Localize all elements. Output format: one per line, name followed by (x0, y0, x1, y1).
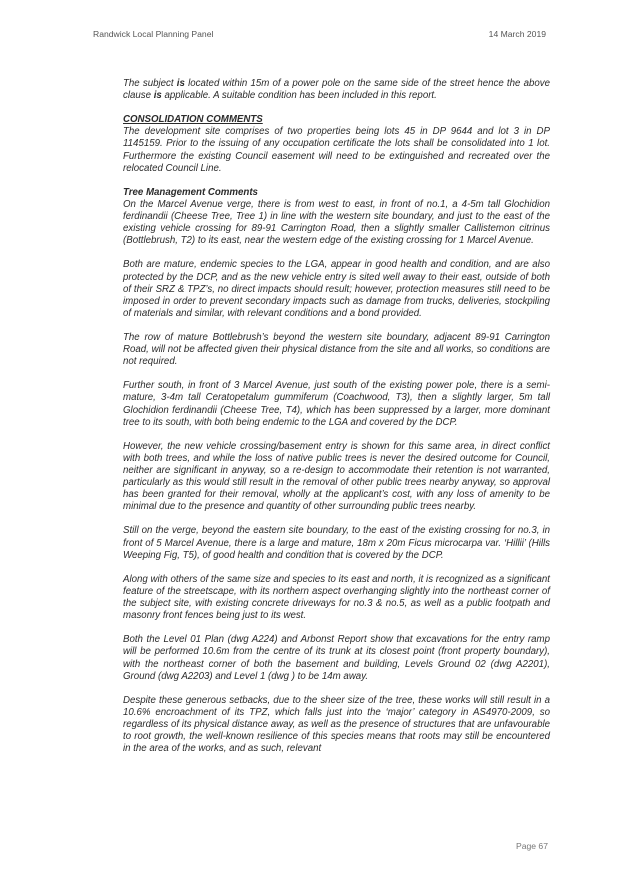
report-body (123, 78, 550, 767)
tree-paragraph-3: The row of mature Bottlebrush’s beyond the western site boundary, adjacent 89-91 Carrington Road, will not be affected given their physical distance from the site and all works, so conditions are not required. (123, 331, 550, 368)
consolidation-paragraph: The development site comprises of two properties being lots 45 in DP 9644 and lot 3 in DP 1145159. Prior to the issuing of any occupation certificate the lots shall be consolidated into 1 lot. Furthermore the existing Council easement will need to be extinguished and recreated over the relocated Council Line. (123, 126, 550, 174)
tree-paragraph-1: On the Marcel Avenue verge, there is from west to east, in front of no.1, a 4-5m tall Glochidion ferdinandii (Cheese Tree, Tree 1) in line with the western site boundary, and just to the east of the existing vehicle crossing for 89-91 Carrington Road, then a slightly smaller Callistemon citrinus (Bottlebrush, T2) to its east, near the western edge of the existing crossing for 1 Marcel Avenue. (123, 198, 550, 247)
tree-paragraph-9: Despite these generous setbacks, due to the sheer size of the tree, these works will still result in a 10.6% encroachment of its TPZ, which falls just into the ‘major’ category in AS4970-2009, so regardless of its physical distance away, as well as the presence of structures that are unfavourable to root growth, the well-known resilience of this species means that roots may still be encountered in the area of the works, and as such, relevant (123, 694, 550, 755)
page-header (93, 29, 546, 39)
tree-paragraph-8: Both the Level 01 Plan (dwg A224) and Arbonst Report show that excavations for the entry ramp will be performed 10.6m from the centre of its trunk at its closest point (front property boundary), with the northeast corner of both the basement and building, Levels Ground 02 (dwg A2201), Ground (dwg A2203) and Level 1 (dwg ) to be 14m away. (123, 634, 550, 682)
tree-paragraph-5: However, the new vehicle crossing/basement entry is shown for this same area, in direct conflict with both trees, and while the loss of native public trees is never the desired outcome for Council, neither are significant in anyway, so a re-design to accommodate their retention is not warranted, particularly as this would still result in the removal of other public trees nearby anyway, so approval has been granted for their removal, wholly at the applicant’s cost, with any loss of amenity to be minimal due to the presence and quantity of other surrounding public trees nearby. (123, 440, 550, 513)
tree-paragraph-7: Along with others of the same size and species to its east and north, it is recognized as a significant feature of the streetscape, with its northern aspect overhanging slightly into the northeast corner of the subject site, with existing concrete driveways for no.3 & no.5, as well as a public footpath and masonry front fences being just to its west. (123, 573, 550, 622)
header-date: 14 March 2019 (488, 29, 546, 39)
intro-text-a: The subject (123, 78, 177, 89)
tree-paragraph-4: Further south, in front of 3 Marcel Avenue, just south of the existing power pole, there is a semi-mature, 3-4m tall Ceratopetalum gummiferum (Coachwood, T3), then a slightly larger, 5m tall Glochidion ferdinandii (Cheese Tree, T4), which has been suppressed by a larger, more dominant tree to its south, with both being endemic to the LGA and covered by the DCP. (123, 380, 550, 428)
tree-paragraph-2: Both are mature, endemic species to the LGA, appear in good health and condition, and are also protected by the DCP, and as the new vehicle entry is sited well away to their east, outside of both of their SRZ & TPZ’s, no direct impacts should result; however, protection measures still need to be imposed in order to prevent secondary impacts such as damage from trucks, deliveries, stockpiling of materials and similar, with relevant conditions and a bond provided. (123, 259, 550, 319)
intro-emphasis-1: is (176, 78, 185, 89)
tree-paragraph-6: Still on the verge, beyond the eastern site boundary, to the east of the existing crossing for no.3, in front of 5 Marcel Avenue, there is a large and mature, 18m x 20m Ficus microcarpa var. ‘Hillii’ (Hills Weeping Fig, T5), of good health and condition that is covered by the DCP. (123, 525, 550, 561)
intro-text-c: applicable. A suitable condition has been included in this report. (161, 90, 437, 102)
tree-management-heading: Tree Management Comments (123, 186, 258, 198)
intro-emphasis-2: is (153, 90, 162, 102)
page-number: Page 67 (515, 841, 548, 851)
consolidation-heading: CONSOLIDATION COMMENTS (123, 114, 263, 126)
intro-text-b: located within 15m of a power pole on the same side of the street hence the above clause (123, 78, 550, 102)
intro-paragraph (123, 78, 550, 102)
header-panel-name: Randwick Local Planning Panel (93, 29, 214, 39)
